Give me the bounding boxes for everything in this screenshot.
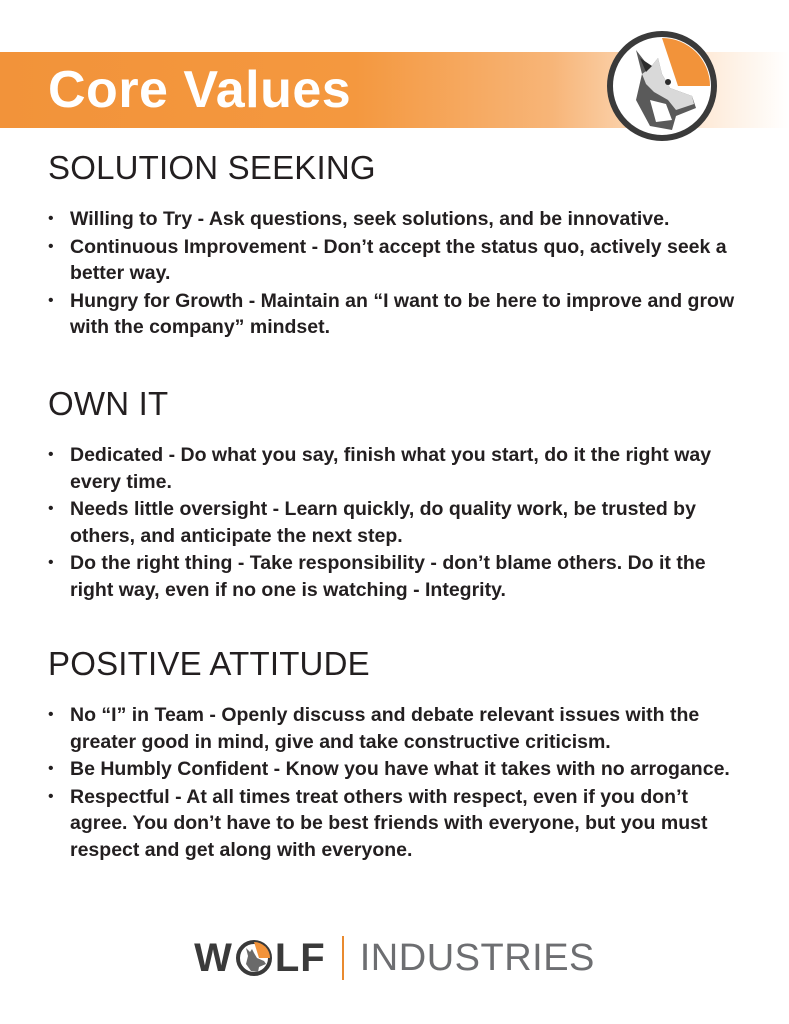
list-item: • Hungry for Growth - Maintain an “I want to be here to improve and grow with the company” mindset. bbox=[48, 289, 735, 338]
list-item: • Continuous Improvement - Don’t accept the status quo, actively seek a better way. bbox=[48, 235, 727, 284]
wolf-head-icon bbox=[606, 30, 718, 142]
list-item: • Willing to Try - Ask questions, seek solutions, and be innovative. bbox=[48, 208, 670, 230]
page-title: Core Values bbox=[48, 61, 352, 119]
section-title-own-it: OWN IT bbox=[48, 385, 169, 422]
section-title-solution-seeking: SOLUTION SEEKING bbox=[48, 149, 376, 186]
list-item: • Respectful - At all times treat others with respect, even if you don’t agree. You don’t have to be best friends with everyone, but you must respect and get along with everyone. bbox=[48, 785, 708, 861]
footer-brand bbox=[0, 928, 789, 988]
brand-wordmark bbox=[194, 936, 326, 981]
wolf-o-icon bbox=[235, 939, 273, 977]
footer-divider bbox=[342, 936, 344, 980]
positive-attitude-list bbox=[48, 702, 748, 864]
list-item: • No “I” in Team - Openly discuss and debate relevant issues with the greater good in mind, give and take constructive criticism. bbox=[48, 704, 700, 753]
list-item: • Be Humbly Confident - Know you have what it takes with no arrogance. bbox=[48, 758, 730, 780]
section-title-positive-attitude: POSITIVE ATTITUDE bbox=[48, 645, 370, 682]
brand-lf: LF bbox=[274, 935, 326, 980]
brand-w: W bbox=[194, 935, 233, 980]
list-item: • Dedicated - Do what you say, finish what you start, do it the right way every time. bbox=[48, 444, 712, 493]
brand-industries: INDUSTRIES bbox=[359, 936, 595, 979]
list-item: • Needs little oversight - Learn quickly, do quality work, be trusted by others, and anticipate the next step. bbox=[48, 498, 696, 547]
own-it-list bbox=[48, 442, 748, 604]
solution-seeking-list bbox=[48, 206, 748, 342]
list-item: • Do the right thing - Take responsibility - don’t blame others. Do it the right way, even if no one is watching - Integrity. bbox=[48, 552, 706, 601]
